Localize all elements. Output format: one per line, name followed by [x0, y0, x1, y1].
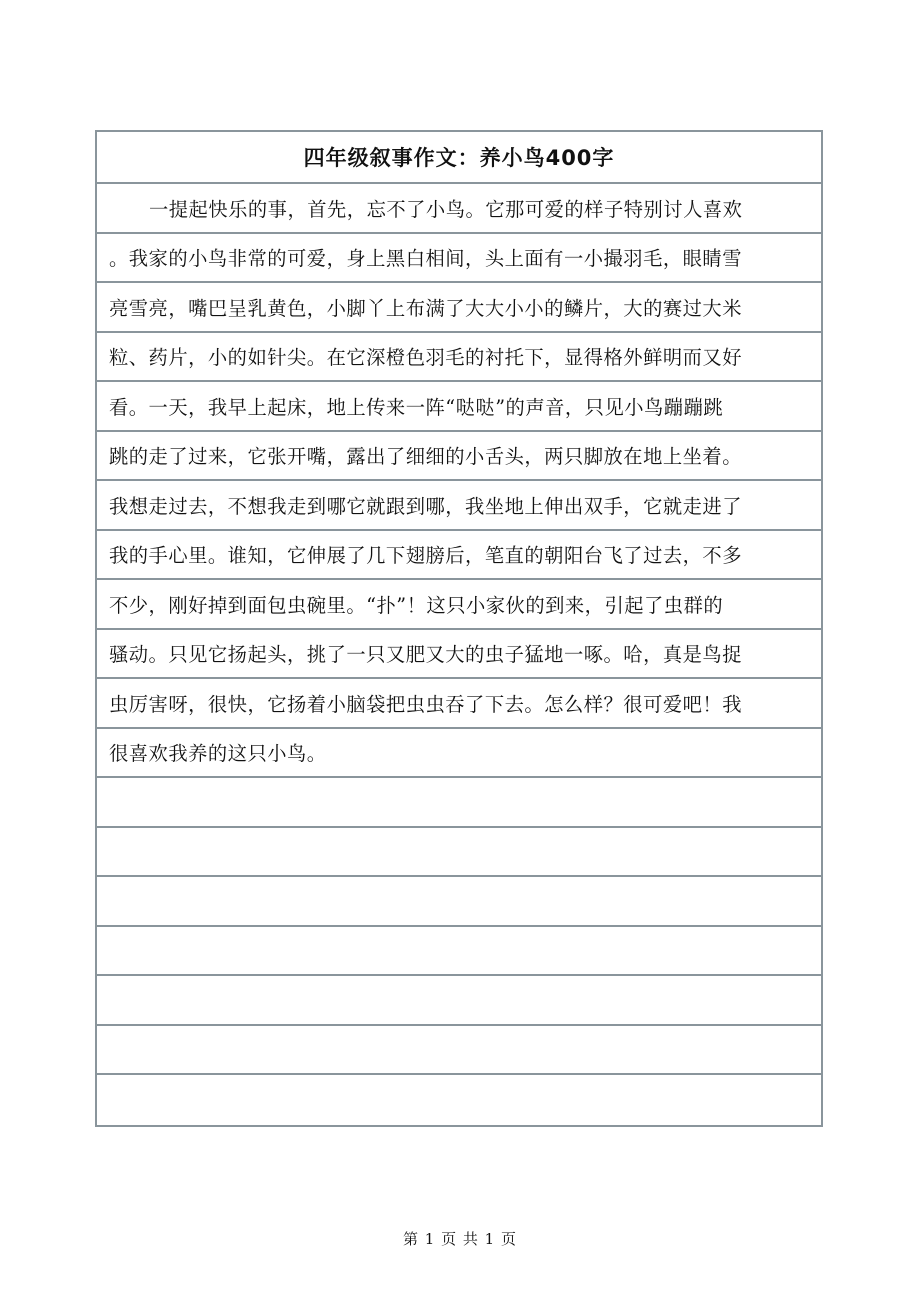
blank-line — [97, 778, 821, 828]
blank-line — [97, 976, 821, 1026]
blank-line — [97, 877, 821, 927]
page-number: 第 1 页 共 1 页 — [403, 1230, 517, 1248]
essay-line: 很喜欢我养的这只小鸟。 — [97, 729, 821, 779]
essay-line: 跳的走了过来，它张开嘴，露出了细细的小舌头，两只脚放在地上坐着。 — [97, 432, 821, 482]
essay-line: 虫厉害呀，很快，它扬着小脑袋把虫虫吞了下去。怎么样？很可爱吧！我 — [97, 679, 821, 729]
essay-sheet — [95, 130, 823, 1127]
blank-line — [97, 1075, 821, 1125]
blank-line — [97, 1026, 821, 1076]
essay-line: 我想走过去，不想我走到哪它就跟到哪，我坐地上伸出双手，它就走进了 — [97, 481, 821, 531]
essay-title: 四年级叙事作文：养小鸟400字 — [97, 132, 821, 184]
essay-line: 粒、药片，小的如针尖。在它深橙色羽毛的衬托下，显得格外鲜明而又好 — [97, 333, 821, 383]
essay-line: 我的手心里。谁知，它伸展了几下翅膀后，笔直的朝阳台飞了过去，不多 — [97, 531, 821, 581]
essay-line: 。我家的小鸟非常的可爱，身上黑白相间，头上面有一小撮羽毛，眼睛雪 — [97, 234, 821, 284]
essay-line: 亮雪亮，嘴巴呈乳黄色，小脚丫上布满了大大小小的鳞片，大的赛过大米 — [97, 283, 821, 333]
essay-line: 一提起快乐的事，首先，忘不了小鸟。它那可爱的样子特别讨人喜欢 — [97, 184, 821, 234]
blank-line — [97, 828, 821, 878]
essay-line: 看。一天，我早上起床，地上传来一阵“哒哒”的声音，只见小鸟蹦蹦跳 — [97, 382, 821, 432]
blank-line — [97, 927, 821, 977]
essay-line: 不少，刚好掉到面包虫碗里。“扑”！这只小家伙的到来，引起了虫群的 — [97, 580, 821, 630]
essay-line: 骚动。只见它扬起头，挑了一只又肥又大的虫子猛地一啄。哈，真是鸟捉 — [97, 630, 821, 680]
